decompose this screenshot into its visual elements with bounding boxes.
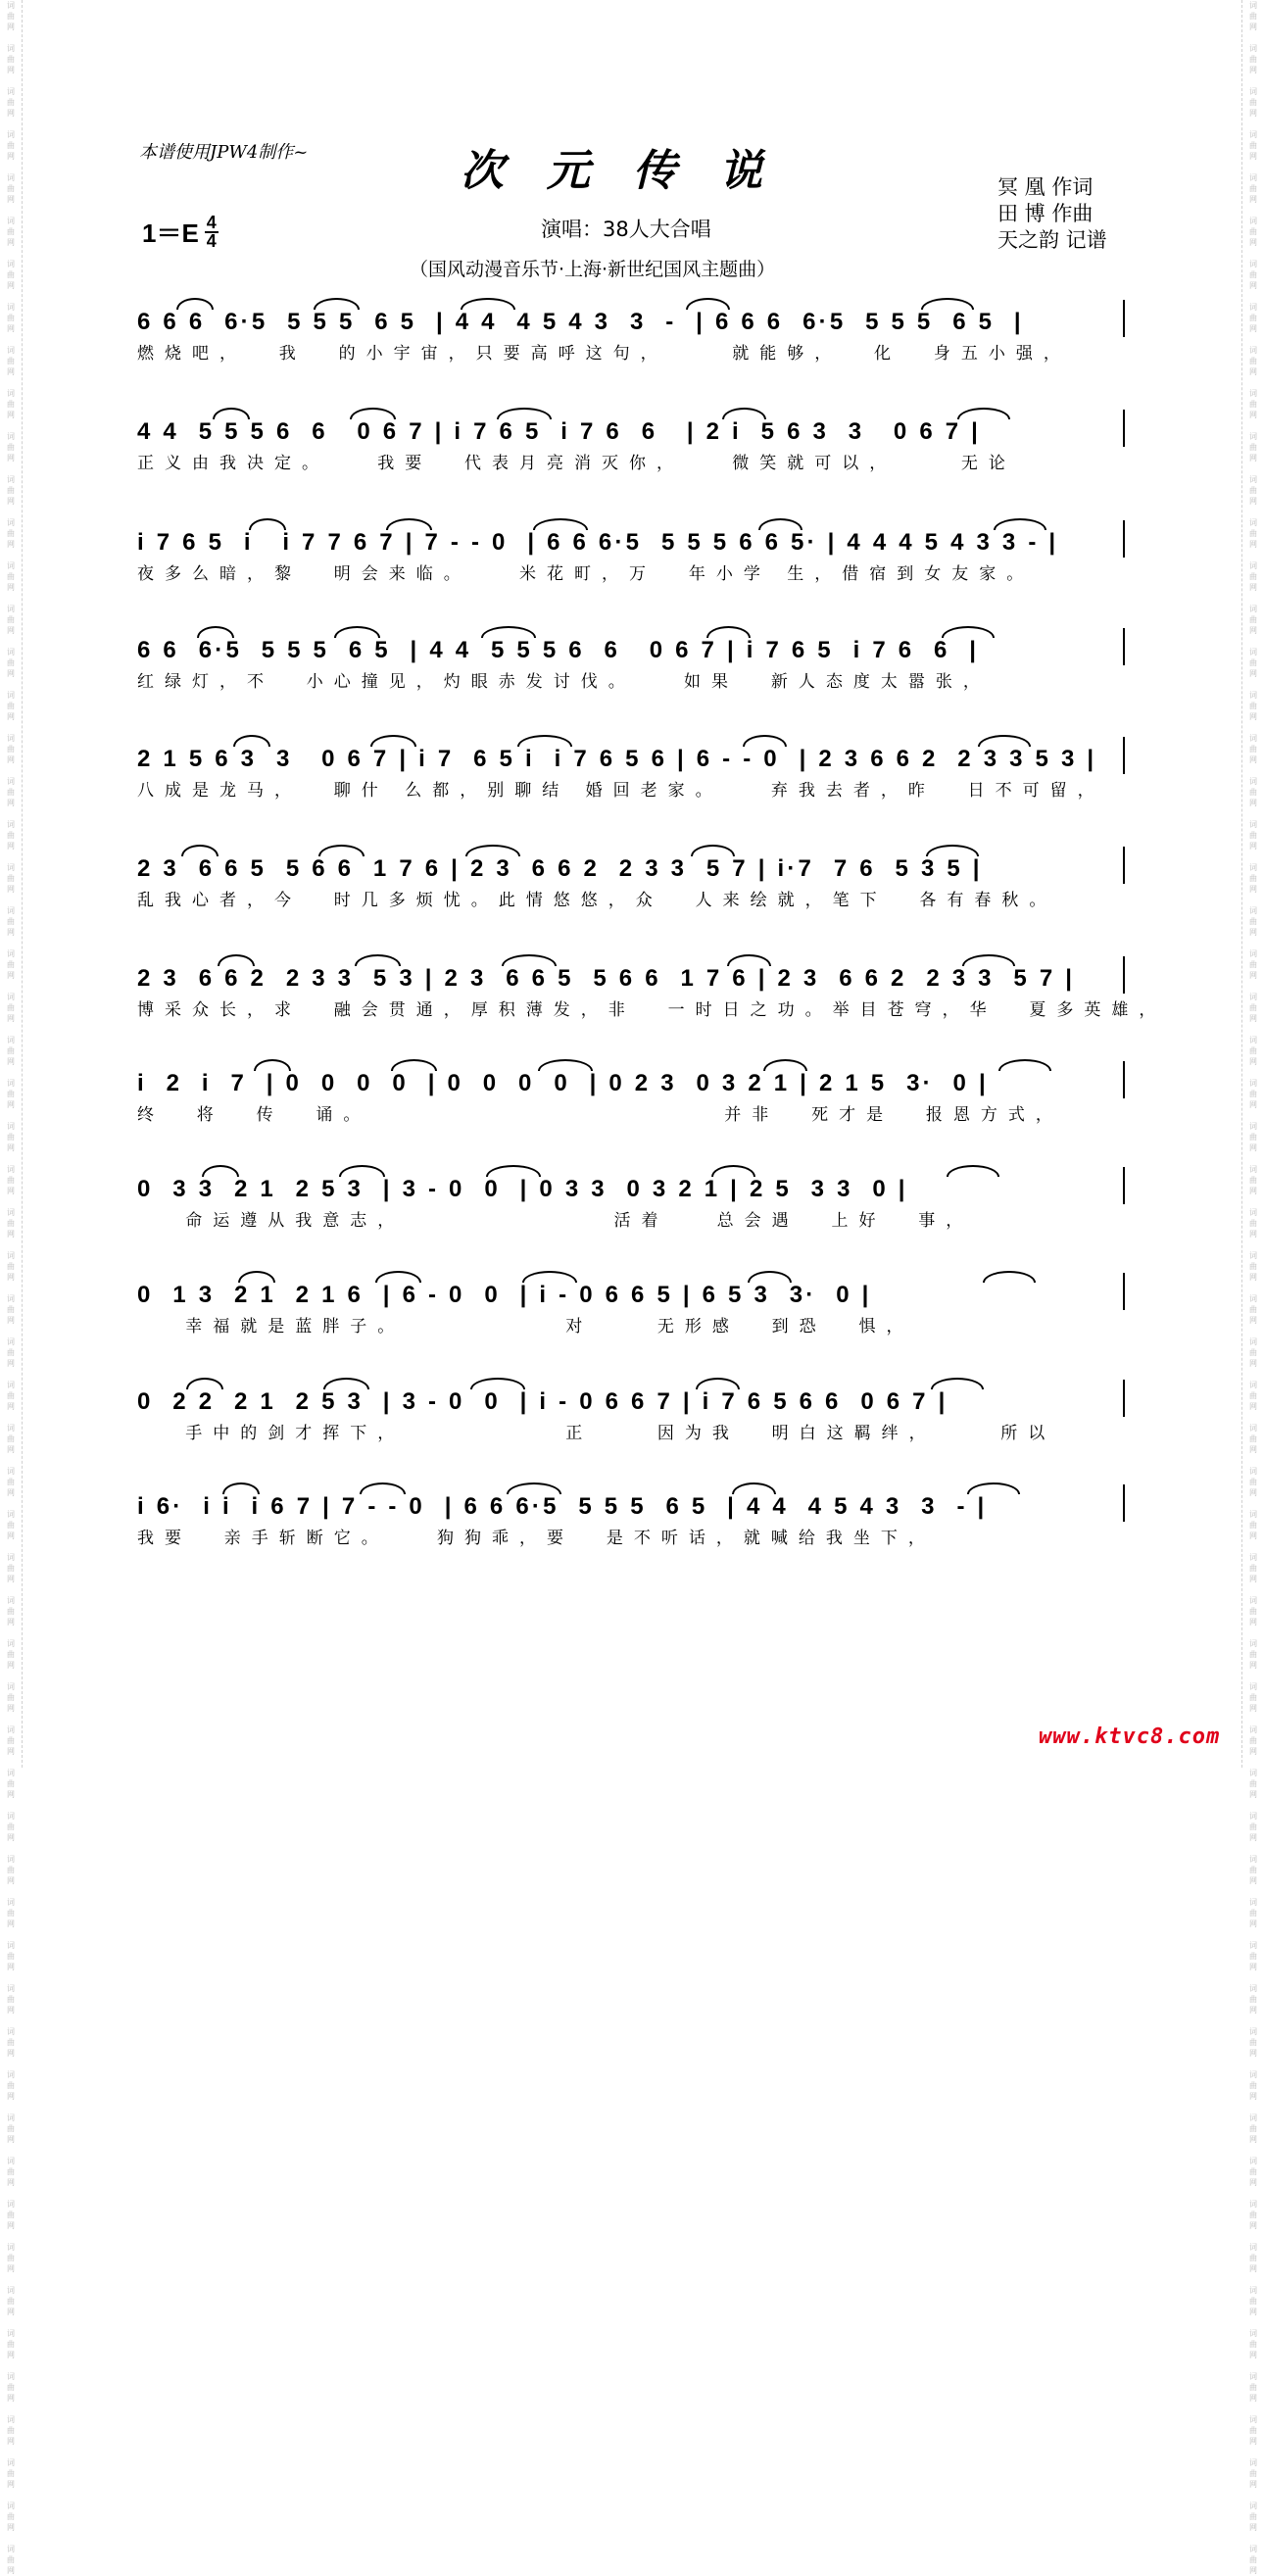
score-system xyxy=(137,743,1129,803)
score-system xyxy=(137,1067,1129,1128)
tie-mark xyxy=(711,1165,755,1177)
lyricist-credit: 冥 凰 作词 xyxy=(997,175,1094,199)
end-barline xyxy=(1123,520,1125,558)
page-border-left xyxy=(22,0,23,1768)
end-barline xyxy=(1123,847,1125,884)
score-system xyxy=(137,306,1129,366)
tie-mark xyxy=(218,954,255,966)
lyrics-line: 手中的剑才挥下， 正 因为我 明白这羁绊， 所以 xyxy=(137,1424,1056,1443)
key-signature xyxy=(142,214,219,250)
lyrics-line: 幸福就是蓝胖子。 对 无形感 到恐 惧， xyxy=(137,1317,914,1337)
score-system xyxy=(137,852,1129,913)
tie-mark xyxy=(314,298,360,310)
tie-mark xyxy=(691,845,735,856)
song-title: 次元传说 xyxy=(461,146,805,196)
notation-line: 0 1 3 2 1 2 1 6 | 6 - 0 0 | i - 0 6 6 5 | 6 5 3 3· 0 | xyxy=(137,1279,1129,1312)
notation-line: 6 6 6·5 5 5 5 6 5 | 4 4 5 5 5 6 6 0 6 7 | i 7 6 5 i 7 6 6 | xyxy=(137,634,1129,667)
subtitle-line: （国风动漫音乐节·上海·新世纪国风主题曲） xyxy=(410,259,776,280)
tie-mark xyxy=(197,626,234,638)
lyrics-line: 红绿灯，不 小心撞见，灼眼赤发讨伐。 如果 新人态度太嚣张， xyxy=(137,672,991,692)
lyrics-line: 正义由我决定。 我要 代表月亮消灭你， 微笑就可以， 无论 xyxy=(137,454,1016,473)
tie-mark xyxy=(748,1271,792,1283)
lyrics-line: 八成是龙马， 聊什 么都，别聊结 婚回老家。 弃我去者，昨 日不可留， xyxy=(137,781,1105,801)
tie-mark xyxy=(998,1059,1051,1071)
tie-mark xyxy=(386,518,432,530)
end-barline xyxy=(1123,1484,1125,1522)
tie-mark xyxy=(507,1482,561,1494)
tie-mark xyxy=(533,518,588,530)
notation-line: i 2 i 7 | 0 0 0 0 | 0 0 0 0 | 0 2 3 0 3 2 1 | 2 1 5 3· 0 | xyxy=(137,1067,1129,1100)
end-barline xyxy=(1123,628,1125,665)
lyrics-line: 乱我心者，今 时几多烦忧。此情悠悠，众 人来绘就，笔下 各有春秋。 xyxy=(137,891,1057,910)
notation-line: i 6· i i i 6 7 | 7 - - 0 | 6 6 6·5 5 5 5 6 5 | 4 4 4 5 4 3 3 - | xyxy=(137,1490,1129,1524)
tie-mark xyxy=(942,626,995,638)
tie-mark xyxy=(967,1482,1020,1494)
side-watermark-left: 词 曲 网 词 曲 网 词 曲 网 词 曲 网 词 曲 网 词 曲 网 词 曲 网 词 曲 网 词 曲 网 词 曲 网 词 曲 网 词 曲 网 词 曲 网 词 曲 网 词 曲 网 词 曲 网 词 曲 网 词 曲 网 词 曲 网 词 曲 网 词 曲 网 词 曲 网 词 曲 网 词 曲 网 词 曲 网 词 曲 网 词 曲 网 词 曲 网 词 曲 网 词 曲 网 词 曲 网 词 曲 网 词 曲 网 词 曲 网 词 曲 网 词 曲 网 词 曲 网 词 曲 网 词 曲 网 词 曲 网 词 曲 网 词 曲 网 词 曲 网 词 曲 网 词 曲 网 词 曲 网 词 曲 网 词 曲 网 词 曲 网 词 曲 网 词 曲 网 词 曲 网 词 曲 网 词 曲 网 词 曲 网 词 曲 网 词 曲 网 词 曲 网 词 曲 网 词 曲 网 xyxy=(7,1,15,2575)
tie-mark xyxy=(957,408,1010,419)
tie-mark xyxy=(465,845,520,856)
notation-line: 2 1 5 6 3 3 0 6 7 | i 7 6 5 i i 7 6 5 6 | 6 - - 0 | 2 3 6 6 2 2 3 3 5 3 | xyxy=(137,743,1129,776)
lyrics-line: 博采众长，求 融会贯通，厚积薄发，非 一时日之功。举目苍穹，华 夏多英雄， xyxy=(137,1000,1167,1020)
notation-line: 2 3 6 6 2 2 3 3 5 3 | 2 3 6 6 5 5 6 6 1 7 6 | 2 3 6 6 2 2 3 3 5 7 | xyxy=(137,962,1129,996)
tie-mark xyxy=(254,1059,291,1071)
notation-line: 4 4 5 5 5 6 6 0 6 7 | i 7 6 5 i 7 6 6 | 2 i 5 6 3 3 0 6 7 | xyxy=(137,415,1129,449)
tie-mark xyxy=(481,626,536,638)
site-logo: www.ktvc8.com xyxy=(1039,1725,1221,1749)
notation-line: 6 6 6 6·5 5 5 5 6 5 | 4 4 4 5 4 3 3 - | 6 6 6 6·5 5 5 5 6 5 | xyxy=(137,306,1129,339)
tie-mark xyxy=(222,1482,260,1494)
time-sig-bottom: 4 xyxy=(206,230,217,251)
tie-mark xyxy=(983,1271,1036,1283)
tie-mark xyxy=(233,735,270,747)
tie-mark xyxy=(947,1165,999,1177)
tie-mark xyxy=(350,408,396,419)
tie-mark xyxy=(962,954,1015,966)
score-system xyxy=(137,1279,1129,1339)
lyrics-line: 我要 亲手斩断它。 狗狗乖，要 是不听话，就喊给我坐下， xyxy=(137,1529,936,1548)
tie-mark xyxy=(176,298,214,310)
tie-mark xyxy=(758,518,802,530)
notation-line: i 7 6 5 i i 7 7 6 7 | 7 - - 0 | 6 6 6·5 5 5 5 6 6 5· | 4 4 4 5 4 3 3 - | xyxy=(137,526,1129,559)
tie-mark xyxy=(497,408,552,419)
tie-mark xyxy=(375,1271,421,1283)
page-border-right xyxy=(1241,0,1242,1768)
score-system xyxy=(137,1173,1129,1234)
tie-mark xyxy=(323,1378,369,1389)
tie-mark xyxy=(339,1165,385,1177)
notation-line: 0 2 2 2 1 2 5 3 | 3 - 0 0 | i - 0 6 6 7 | i 7 6 5 6 6 0 6 7 | xyxy=(137,1385,1129,1419)
time-sig-top: 4 xyxy=(206,212,217,232)
tie-mark xyxy=(706,626,751,638)
lyrics-line: 夜多么暗，黎 明会来临。 米花町，万 年小学 生，借宿到女友家。 xyxy=(137,564,1035,584)
software-credit: 本谱使用JPW4制作~ xyxy=(139,142,309,163)
tie-mark xyxy=(978,735,1031,747)
tie-mark xyxy=(249,518,286,530)
tie-mark xyxy=(926,845,979,856)
tie-mark xyxy=(391,1059,437,1071)
tie-mark xyxy=(461,298,515,310)
tie-mark xyxy=(318,845,365,856)
score-system xyxy=(137,415,1129,476)
tie-mark xyxy=(360,1482,406,1494)
singer-line: 演唱：38人大合唱 xyxy=(541,218,711,241)
score-system xyxy=(137,1385,1129,1446)
tie-mark xyxy=(522,1271,577,1283)
tie-mark xyxy=(732,1482,776,1494)
tie-mark xyxy=(486,1165,541,1177)
tie-mark xyxy=(213,408,250,419)
end-barline xyxy=(1123,1167,1125,1204)
notation-line: 2 3 6 6 5 5 6 6 1 7 6 | 2 3 6 6 2 2 3 3 5 7 | i·7 7 6 5 3 5 | xyxy=(137,852,1129,886)
score-system xyxy=(137,526,1129,587)
key-label: 1＝E xyxy=(142,219,199,248)
side-watermark-right: 词 曲 网 词 曲 网 词 曲 网 词 曲 网 词 曲 网 词 曲 网 词 曲 网 词 曲 网 词 曲 网 词 曲 网 词 曲 网 词 曲 网 词 曲 网 词 曲 网 词 曲 网 词 曲 网 词 曲 网 词 曲 网 词 曲 网 词 曲 网 词 曲 网 词 曲 网 词 曲 网 词 曲 网 词 曲 网 词 曲 网 词 曲 网 词 曲 网 词 曲 网 词 曲 网 词 曲 网 词 曲 网 词 曲 网 词 曲 网 词 曲 网 词 曲 网 词 曲 网 词 曲 网 词 曲 网 词 曲 网 词 曲 网 词 曲 网 词 曲 网 词 曲 网 词 曲 网 词 曲 网 词 曲 网 词 曲 网 词 曲 网 词 曲 网 词 曲 网 词 曲 网 词 曲 网 词 曲 网 词 曲 网 词 曲 网 词 曲 网 词 曲 网 词 曲 网 词 曲 网 xyxy=(1249,1,1257,2575)
end-barline xyxy=(1123,956,1125,994)
tie-mark xyxy=(931,1378,984,1389)
end-barline xyxy=(1123,1061,1125,1098)
tie-mark xyxy=(921,298,974,310)
tie-mark xyxy=(727,954,771,966)
tie-mark xyxy=(502,954,557,966)
notation-line: 0 3 3 2 1 2 5 3 | 3 - 0 0 | 0 3 3 0 3 2 1 | 2 5 3 3 0 | xyxy=(137,1173,1129,1206)
credits-block xyxy=(997,174,1107,254)
transcriber-credit: 天之韵 记谱 xyxy=(997,228,1107,252)
score-system xyxy=(137,1490,1129,1551)
tie-mark xyxy=(334,626,380,638)
end-barline xyxy=(1123,410,1125,447)
tie-mark xyxy=(202,1165,239,1177)
lyrics-line: 终 将 传 诵。 并非 死才是 报恩方式， xyxy=(137,1105,1063,1125)
end-barline xyxy=(1123,1380,1125,1417)
tie-mark xyxy=(238,1271,275,1283)
tie-mark xyxy=(355,954,401,966)
end-barline xyxy=(1123,300,1125,337)
score-system xyxy=(137,962,1167,1023)
lyrics-line: 命运遵从我意志， 活着 总会遇 上好 事， xyxy=(137,1211,974,1231)
tie-mark xyxy=(686,298,730,310)
composer-credit: 田 博 作曲 xyxy=(997,202,1094,225)
lyrics-line: 燃烧吧， 我 的小宇宙，只要高呼这句， 就能够， 化 身五小强， xyxy=(137,344,1071,364)
tie-mark xyxy=(181,845,219,856)
tie-mark xyxy=(722,408,766,419)
tie-mark xyxy=(370,735,416,747)
tie-mark xyxy=(186,1378,223,1389)
tie-mark xyxy=(470,1378,525,1389)
end-barline xyxy=(1123,1273,1125,1310)
tie-mark xyxy=(994,518,1046,530)
tie-mark xyxy=(538,1059,593,1071)
tie-mark xyxy=(743,735,787,747)
tie-mark xyxy=(763,1059,807,1071)
tie-mark xyxy=(517,735,572,747)
tie-mark xyxy=(696,1378,740,1389)
score-system xyxy=(137,634,1129,695)
end-barline xyxy=(1123,737,1125,774)
time-signature xyxy=(205,212,219,251)
